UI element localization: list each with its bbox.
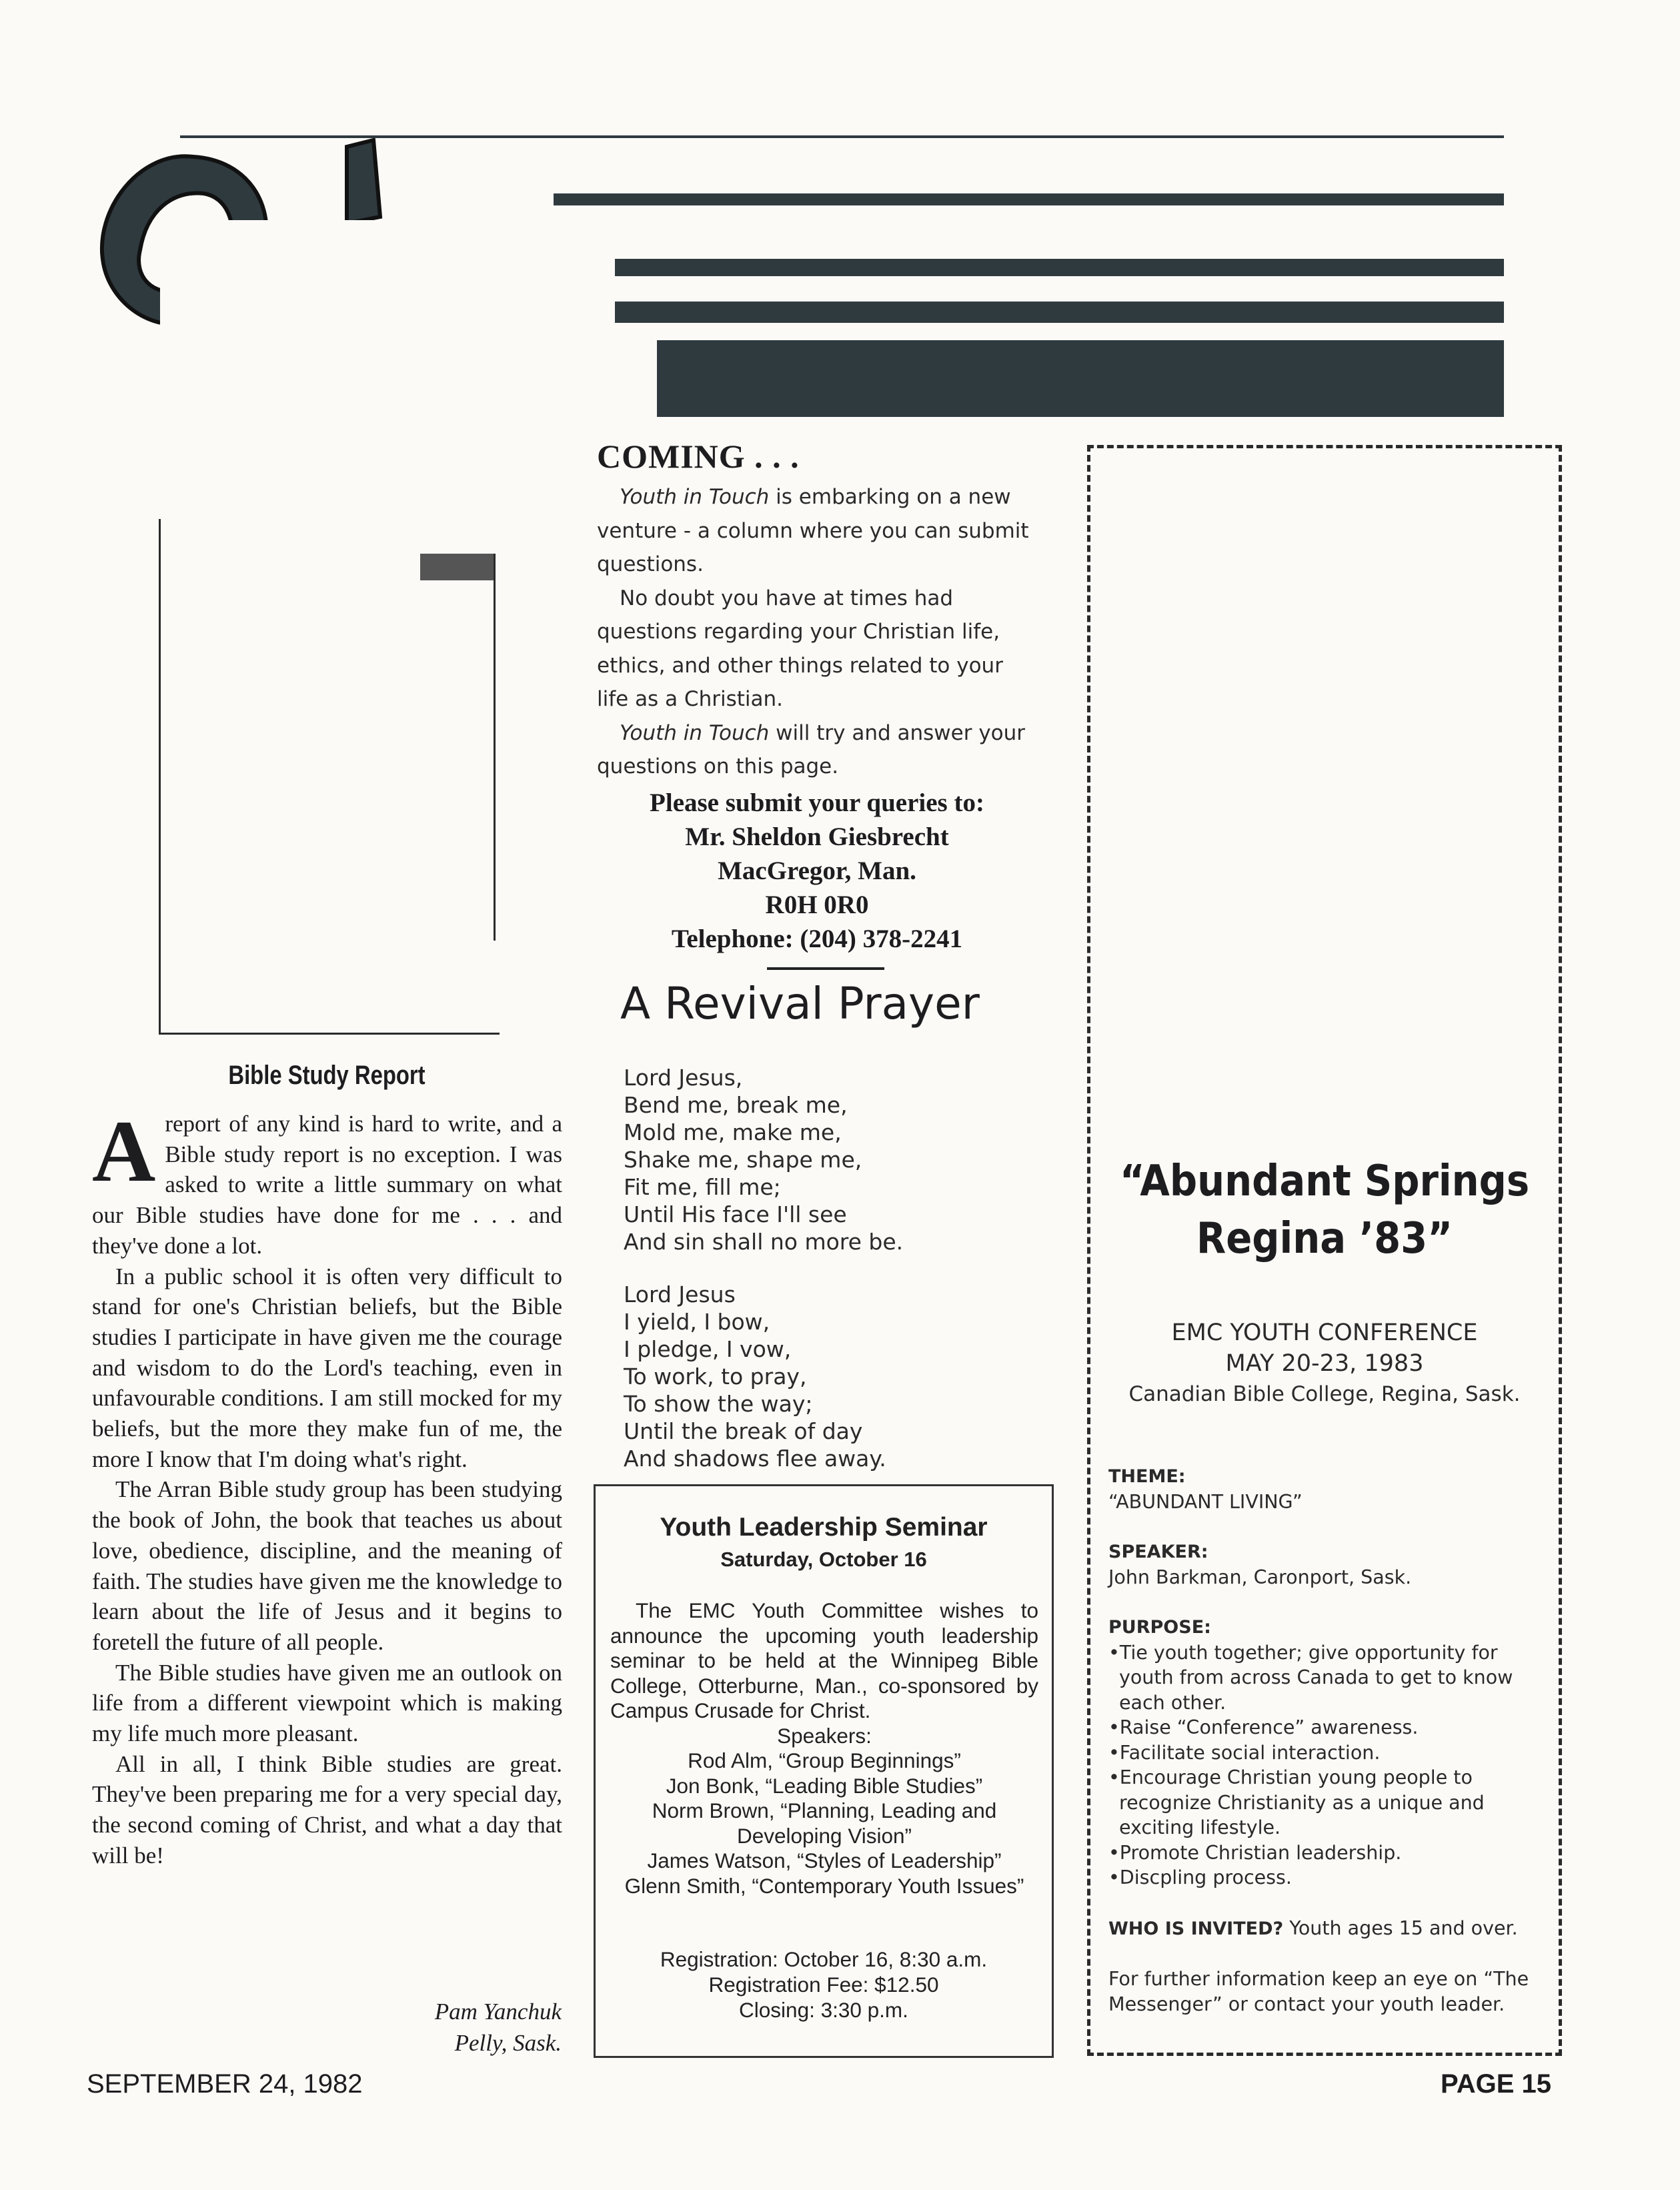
theme-label: THEME: <box>1108 1466 1186 1487</box>
prayer-line: Fit me, fill me; <box>624 1174 781 1200</box>
prayer-line: I pledge, I vow, <box>624 1336 792 1362</box>
masthead-stripe-3 <box>615 302 1504 323</box>
registration-fee: Registration Fee: $12.50 <box>708 1973 939 1997</box>
prayer-line: Lord Jesus <box>624 1281 736 1307</box>
seminar-box <box>594 1484 1054 2058</box>
who-invited <box>1108 1916 1545 1942</box>
coming-heading: COMING . . . <box>597 438 800 475</box>
submit-line: R0H 0R0 <box>765 891 869 919</box>
conference-title <box>1117 1153 1533 1267</box>
speaker-value: John Barkman, Caronport, Sask. <box>1108 1566 1412 1588</box>
bible-study-article <box>92 1102 562 1871</box>
submit-line: MacGregor, Man. <box>718 857 916 885</box>
purpose-item: •Encourage Christian young people to recognize Christianity as a unique and exciting lifestyle. <box>1108 1766 1485 1838</box>
page-number: PAGE 15 <box>1441 2069 1551 2099</box>
further-info: For further information keep an eye on “The Messenger” or contact your youth leader. <box>1108 1968 1529 2015</box>
who-label: WHO IS INVITED? <box>1108 1918 1284 1939</box>
prayer-stanza-2 <box>596 1281 886 1472</box>
speaker-item: James Watson, “Styles of Leadership” <box>647 1848 1002 1872</box>
author-location: Pelly, Sask. <box>454 2030 562 2056</box>
prayer-line: Until the break of day <box>624 1418 863 1444</box>
purpose-list <box>1108 1640 1545 1890</box>
footer-date: SEPTEMBER 24, 1982 <box>87 2069 363 2099</box>
masthead-blank-area <box>160 220 614 520</box>
masthead-rule-top <box>180 135 1504 138</box>
revival-prayer-title: A Revival Prayer <box>620 978 980 1029</box>
conference-title-line: Regina ’83” <box>1196 1214 1453 1263</box>
speaker-item: Rod Alm, “Group Beginnings” <box>688 1748 961 1772</box>
conference-title-line: “Abundant Springs <box>1119 1157 1530 1206</box>
submit-line: Please submit your queries to: <box>650 788 984 817</box>
speaker-item: Norm Brown, “Planning, Leading and Developing Vision” <box>652 1798 997 1848</box>
purpose-item: •Tie youth together; give opportunity for youth from across Canada to get to know each other. <box>1108 1641 1513 1714</box>
masthead-stripe-1 <box>554 193 1504 205</box>
seminar-body <box>610 1598 1038 1898</box>
masthead-stripe-2 <box>615 259 1504 276</box>
speaker-label: SPEAKER: <box>1108 1542 1208 1562</box>
conference-details <box>1108 1464 1545 2017</box>
article-paragraph: The Arran Bible study group has been studying the book of John, the book that teaches us about love, obedience, discipline, and the meaning of faith. The studies have given me the knowledge to learn about the life of Jesus and it begins to foretell the future of all people. <box>92 1476 562 1655</box>
coming-paragraph: Youth in Touch will try and answer your questions on this page. <box>597 720 1026 778</box>
who-value: Youth ages 15 and over. <box>1283 1917 1518 1939</box>
prayer-line: Lord Jesus, <box>624 1065 743 1091</box>
masthead-stripe-4 <box>657 340 1504 417</box>
prayer-line: And shadows flee away. <box>624 1446 886 1472</box>
conference-dates: MAY 20-23, 1983 <box>1225 1350 1424 1377</box>
purpose-item: •Promote Christian leadership. <box>1108 1841 1402 1864</box>
article-paragraph: Areport of any kind is hard to write, and a Bible study report is no exception. I was asked to write a little summary on what our Bible studies have done for me . . . and they've done a lot. <box>92 1102 562 1259</box>
conference-name: EMC YOUTH CONFERENCE <box>1171 1319 1478 1346</box>
prayer-line: I yield, I bow, <box>624 1309 770 1335</box>
speaker-item: Glenn Smith, “Contemporary Youth Issues” <box>624 1873 1024 1898</box>
seminar-intro: The EMC Youth Committee wishes to announce the upcoming youth leadership seminar to be held at the Winnipeg Bible College, Otterburne, Man., co-sponsored by Campus Crusade for Christ. <box>610 1598 1038 1722</box>
purpose-item: •Raise “Conference” awareness. <box>1108 1716 1419 1738</box>
article-paragraph: In a public school it is often very difficult to stand for one's Christian beliefs, but the Bible studies I participate in have given me the courage and wisdom to do the Lord's teaching, even in unfavourable conditions. I am still mocked for my beliefs, but the more they make fun of me, the more I know that I'm doing what's right. <box>92 1263 562 1472</box>
submit-line: Telephone: (204) 378-2241 <box>671 925 963 953</box>
speakers-heading: Speakers: <box>777 1723 872 1748</box>
drop-cap: A <box>92 1102 156 1200</box>
prayer-line: Bend me, break me, <box>624 1092 848 1118</box>
prayer-line: Until His face I'll see <box>624 1201 847 1227</box>
prayer-line: To show the way; <box>624 1391 813 1417</box>
submit-line: Mr. Sheldon Giesbrecht <box>685 823 949 851</box>
conference-venue: Canadian Bible College, Regina, Sask. <box>1128 1382 1521 1406</box>
prayer-line: Shake me, shape me, <box>624 1147 862 1173</box>
theme-value: “ABUNDANT LIVING” <box>1108 1490 1303 1513</box>
author-name: Pam Yanchuk <box>434 1999 562 2025</box>
prayer-line: To work, to pray, <box>624 1363 807 1390</box>
prayer-line: Mold me, make me, <box>624 1119 842 1145</box>
article-paragraph: The Bible studies have given me an outlook on life from a different viewpoint which is making my life much more pleasant. <box>92 1659 562 1747</box>
purpose-item: •Facilitate social interaction. <box>1108 1741 1381 1764</box>
purpose-label: PURPOSE: <box>1108 1617 1211 1638</box>
article-signature <box>293 1996 562 2059</box>
photo-placeholder <box>159 519 500 1035</box>
bible-study-report-title: Bible Study Report <box>228 1061 426 1090</box>
seminar-date: Saturday, October 16 <box>720 1548 927 1571</box>
coming-article <box>597 480 1037 784</box>
prayer-stanza-1 <box>596 1064 903 1255</box>
conference-subtitle <box>1094 1317 1555 1410</box>
speaker-item: Jon Bonk, “Leading Bible Studies” <box>666 1773 983 1798</box>
registration-time: Registration: October 16, 8:30 a.m. <box>660 1947 988 1971</box>
coming-paragraph: Youth in Touch is embarking on a new venture - a column where you can submit questions. <box>597 485 1029 576</box>
seminar-registration <box>596 1947 1052 2023</box>
closing-time: Closing: 3:30 p.m. <box>739 1998 908 2022</box>
section-divider <box>767 967 884 970</box>
seminar-title: Youth Leadership Seminar <box>660 1513 988 1542</box>
submit-address <box>597 786 1037 956</box>
prayer-line: And sin shall no more be. <box>624 1229 904 1255</box>
coming-paragraph: No doubt you have at times had questions regarding your Christian life, ethics, and other things related to your life as a Christian. <box>597 586 1003 711</box>
photo-shade-bar <box>420 554 495 580</box>
photo-edge-line <box>494 554 496 941</box>
article-paragraph: All in all, I think Bible studies are great. They've been preparing me for a very special day, the second coming of Christ, and what a day that will be! <box>92 1750 562 1868</box>
purpose-item: •Discpling process. <box>1108 1866 1292 1888</box>
